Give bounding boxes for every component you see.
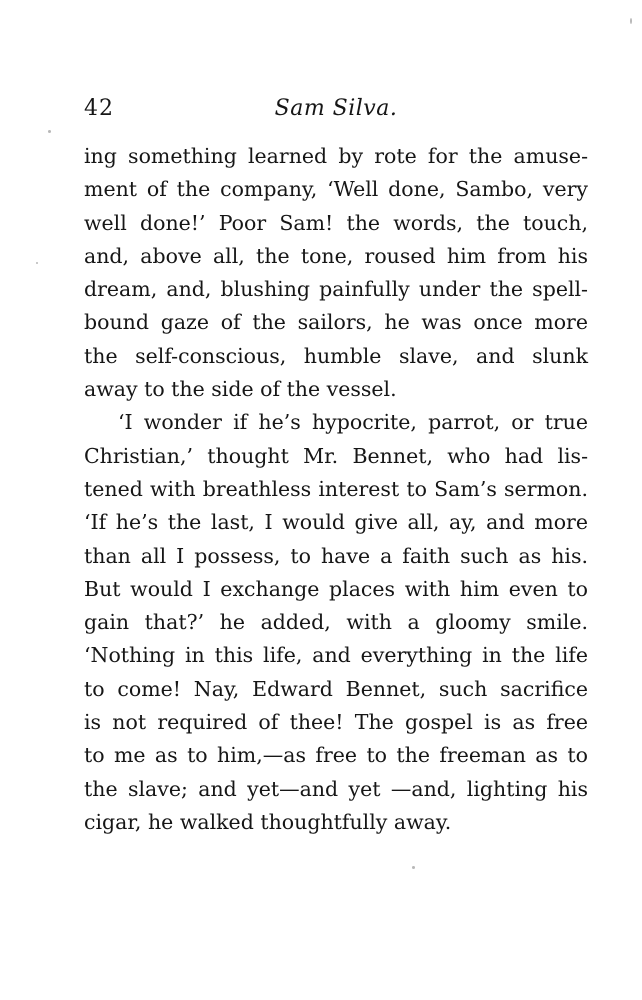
text-line: and, above all, the tone, roused him from his	[84, 243, 588, 268]
body-text	[84, 140, 588, 839]
text-line: gain that?’ he added, with a gloomy smile.	[84, 610, 588, 635]
running-title: Sam Silva.	[274, 96, 398, 121]
text-line: But would I exchange places with him even to	[84, 576, 588, 601]
text-line: to come! Nay, Edward Bennet, such sacrifice	[84, 676, 588, 701]
text-line: away to the side of the vessel.	[84, 377, 397, 402]
text-line: cigar, he walked thoughtfully away.	[84, 809, 452, 834]
text-line: bound gaze of the sailors, he was once more	[84, 310, 588, 335]
text-line: tened with breathless interest to Sam’s sermon.	[84, 476, 588, 501]
running-head	[84, 96, 588, 130]
text-line: ‘I wonder if he’s hypocrite, parrot, or true	[118, 410, 588, 435]
text-line: well done!’ Poor Sam! the words, the touch,	[84, 210, 588, 235]
text-line: ment of the company, ‘Well done, Sambo, very	[84, 177, 588, 202]
text-line: the slave; and yet—and yet —and, lighting his	[84, 776, 588, 801]
text-line: ‘If he’s the last, I would give all, ay, and more	[84, 510, 588, 535]
text-line: the self-conscious, humble slave, and slunk	[84, 343, 588, 368]
paper-speck	[48, 130, 51, 133]
text-line: Christian,’ thought Mr. Bennet, who had lis-	[84, 443, 588, 468]
paper-speck	[412, 866, 415, 869]
text-line: to me as to him,—as free to the freeman as to	[84, 743, 588, 768]
paper-speck	[36, 262, 38, 264]
text-line: than all I possess, to have a faith such as his.	[84, 543, 588, 568]
text-line: dream, and, blushing painfully under the spell-	[84, 277, 588, 302]
text-line: ing something learned by rote for the amuse-	[84, 144, 588, 168]
text-line: is not required of thee! The gospel is as free	[84, 710, 588, 735]
page-number: 42	[84, 96, 114, 121]
text-line: ‘Nothing in this life, and everything in the life	[84, 643, 588, 668]
paper-speck	[630, 18, 632, 24]
